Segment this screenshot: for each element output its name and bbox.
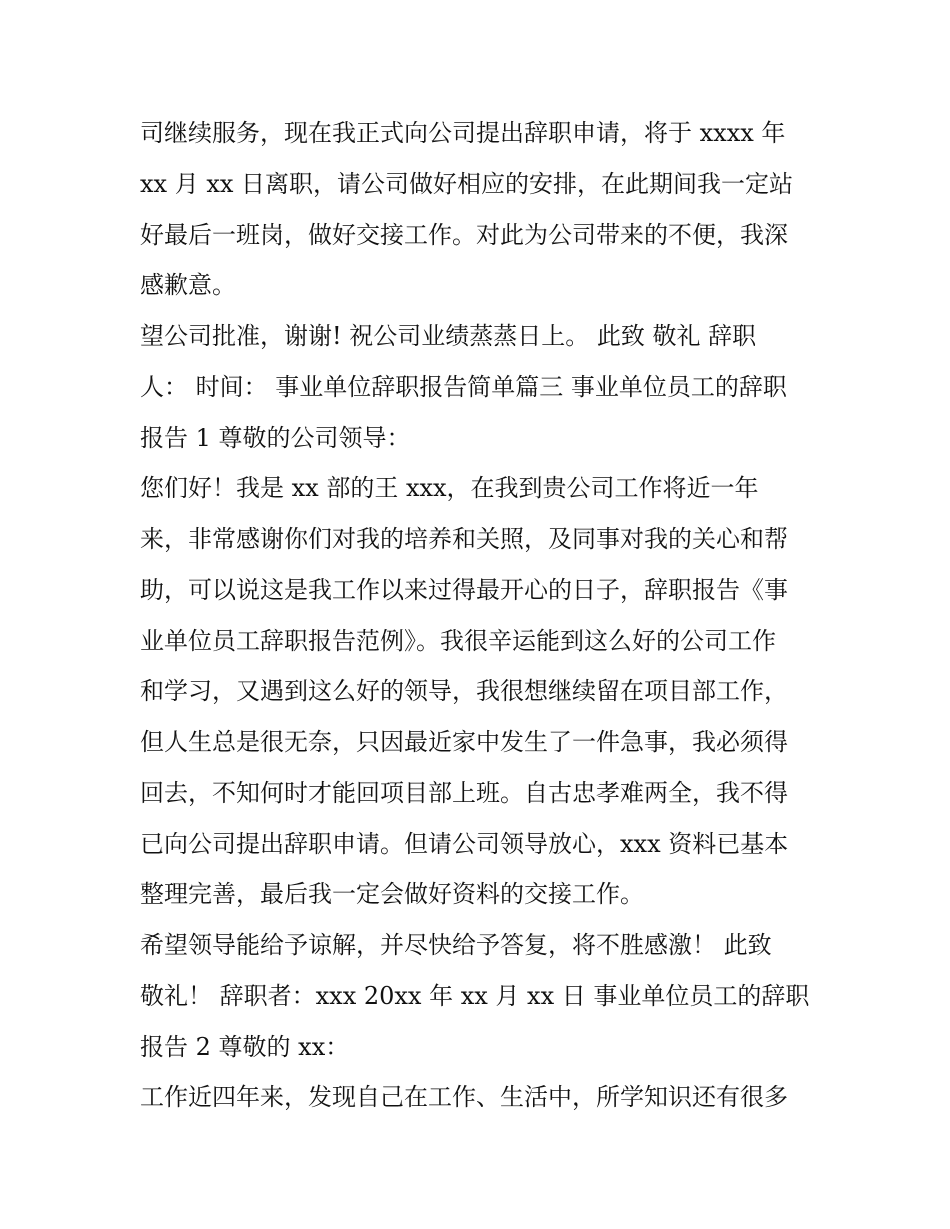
text-line: 望公司批准，谢谢! 祝公司业绩蒸蒸日上。 此致 敬礼 辞职 — [140, 322, 757, 350]
text-line: xx 月 xx 日离职，请公司做好相应的安排，在此期间我一定站 — [140, 169, 794, 198]
document-body — [140, 108, 830, 1123]
text-line: 工作近四年来，发现自己在工作、生活中，所学知识还有很多 — [140, 1083, 788, 1112]
text-line: 好最后一班岗，做好交接工作。对此为公司带来的不便，我深 — [140, 220, 788, 249]
text-line: 报告 1 尊敬的公司领导： — [140, 423, 411, 452]
text-line: 报告 2 尊敬的 xx： — [140, 1032, 350, 1061]
text-line: 回去，不知何时才能回项目部上班。自古忠孝难两全，我不得 — [140, 778, 788, 807]
text-line: 业单位员工辞职报告范例》。我很辛运能到这么好的公司工作 — [140, 626, 776, 655]
text-line: 人： 时间： 事业单位辞职报告简单篇三 事业单位员工的辞职 — [140, 372, 787, 401]
text-line: 敬礼！ 辞职者：xxx 20xx 年 xx 月 xx 日 事业单位员工的辞职 — [140, 981, 810, 1010]
text-line: 感歉意。 — [140, 271, 236, 300]
text-line: 助，可以说这是我工作以来过得最开心的日子，辞职报告《事 — [140, 575, 788, 604]
text-line: 和学习，又遇到这么好的领导，我很想继续留在项目部工作， — [140, 677, 788, 706]
text-line: 您们好！我是 xx 部的王 xxx，在我到贵公司工作将近一年 — [140, 474, 759, 503]
text-line: 希望领导能给予谅解，并尽快给予答复，将不胜感激！ 此致 — [140, 931, 772, 959]
text-line: 司继续服务，现在我正式向公司提出辞职申请，将于 xxxx 年 — [140, 119, 786, 147]
text-line: 来，非常感谢你们对我的培养和关照，及同事对我的关心和帮 — [140, 525, 788, 553]
text-line: 但人生总是很无奈，只因最近家中发生了一件急事，我必须得 — [140, 728, 788, 756]
text-line: 整理完善，最后我一定会做好资料的交接工作。 — [140, 880, 644, 909]
text-line: 已向公司提出辞职申请。但请公司领导放心，xxx 资料已基本 — [140, 829, 789, 858]
